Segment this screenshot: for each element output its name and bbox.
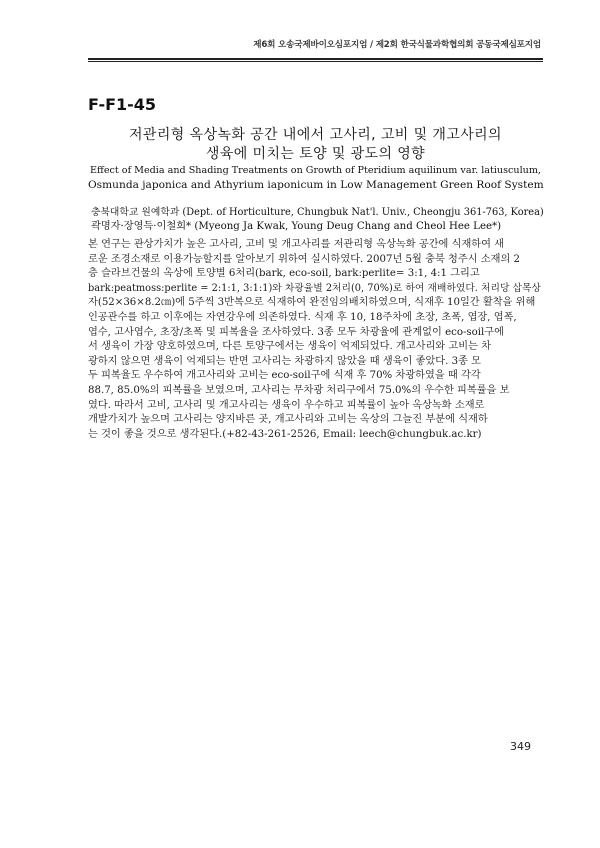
abstract-line: 자(52×36×8.2㎝)에 5주씩 3반복으로 식재하여 완전임의배치하였으며, 식재후 10일간 활착을 위해 [88, 297, 536, 309]
abstract-line: 인공관수를 하고 이후에는 자연강우에 의존하였다. 식재 후 10, 18주차에 초장, 초폭, 엽장, 엽폭, [88, 311, 517, 323]
abstract-body [88, 238, 543, 442]
authors: 곽명자·장영득·이철희* (Myeong Ja Kwak, Young Deug Chang and Cheol Hee Lee*) [91, 221, 502, 232]
running-header: 제6회 오송국제바이오심포지엄 / 제2회 한국식물과학협의회 공동국제심포지엄 [253, 40, 541, 50]
abstract-line: 층 슬라브건물의 옥상에 토양별 6처리(bark, eco-soil, bark:perlite= 3:1, 4:1 그리고 [88, 268, 480, 280]
english-title-line-2: Osmunda japonica and Athyrium iaponicum in Low Management Green Roof System [88, 179, 544, 191]
abstract-line: 였다. 따라서 고비, 고사리 및 개고사리는 생육이 우수하고 피복률이 높아 옥상녹화 소재로 [88, 399, 485, 411]
page-number: 349 [510, 740, 531, 753]
abstract-line: 광하지 않으면 생육이 억제되는 반면 고사리는 차광하지 않았을 때 생육이 좋았다. 3종 모 [88, 355, 482, 367]
korean-title-line-2: 생육에 미치는 토양 및 광도의 영향 [205, 146, 426, 162]
abstract-line: bark:peatmoss:perlite = 2:1:1, 3:1:1)와 차광율별 2처리(0, 70%)로 하여 재배하였다. 처리당 삽목상 [88, 282, 541, 294]
abstract-line: 서 생육이 가장 양호하였으며, 다른 토양구에서는 생육이 억제되었다. 개고사리와 고비는 차 [88, 341, 491, 353]
abstract-line: 로운 조경소재로 이용가능할지를 알아보기 위하여 실시하였다. 2007년 5월 충북 청주시 소재의 2 [88, 253, 521, 265]
abstract-line: 88.7, 85.0%의 피복률을 보였으며, 고사리는 무차광 처리구에서 75.0%의 우수한 피복률을 보 [88, 384, 510, 396]
abstract-line: 본 연구는 관상가치가 높은 고사리, 고비 및 개고사리를 저관리형 옥상녹화 공간에 식재하여 새 [88, 239, 505, 250]
abstract-line: 개발가치가 높으며 고사리는 양지바른 곳, 개고사리와 고비는 옥상의 그늘진 부분에 식재하 [88, 414, 488, 426]
header-rule-thin [88, 61, 543, 62]
abstract-line: 엽수, 고사엽수, 초장/초폭 및 피복율을 조사하였다. 3종 모두 차광율에 관계없이 eco-soil구에 [88, 326, 504, 338]
affiliation: 충북대학교 원예학과 (Dept. of Horticulture, Chungbuk Nat'l. Univ., Cheongju 361-763, Korea) [91, 207, 544, 218]
abstract-line: 는 것이 좋을 것으로 생각된다.(+82-43-261-2526, Email: leech@chungbuk.ac.kr) [88, 428, 482, 440]
english-title-line-1: Effect of Media and Shading Treatments on Growth of Pteridium aquilinum var. latiusculum, [90, 165, 541, 176]
abstract-line: 두 피복율도 우수하여 개고사리와 고비는 eco-soil구에 식재 후 70% 차광하였을 때 각각 [88, 370, 481, 382]
header-rule-thick [88, 58, 543, 60]
korean-title-line-1: 저관리형 옥상녹화 공간 내에서 고사리, 고비 및 개고사리의 [129, 127, 502, 143]
abstract-code: F-F1-45 [88, 95, 157, 114]
